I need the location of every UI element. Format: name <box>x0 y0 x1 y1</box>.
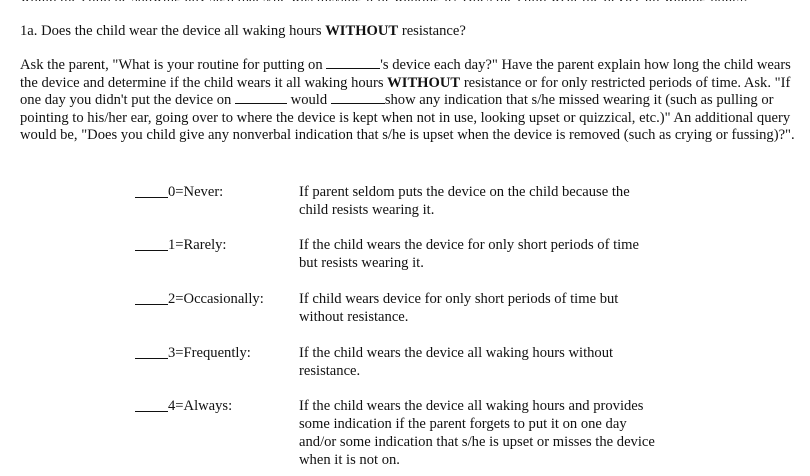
cut-off-previous-line <box>20 0 790 1</box>
rating-blank[interactable] <box>135 249 168 251</box>
instructions-paragraph <box>20 57 800 145</box>
question-text: Does the child wear the device all waking hours <box>41 23 322 39</box>
child-name-blank-3 <box>331 102 385 104</box>
option-label: 2=Occasionally: <box>168 291 264 307</box>
option-description: If the child wears the device all waking hours without resistance. <box>299 345 614 379</box>
question-number: 1a. <box>20 23 38 39</box>
option-label: 1=Rarely: <box>168 237 227 253</box>
child-name-blank <box>326 67 380 69</box>
question-heading <box>20 22 466 40</box>
option-label: 0=Never: <box>168 184 224 200</box>
option-label: 4=Always: <box>168 398 233 414</box>
instructions-part-5: show any indication that s/he missed wearing it (such as pulling or pointing to his/her ear, going over to where the device is kept when not in use, looking upset or quizzical, etc.)" An additional query would be, "Does you child give any nonverbal indication that s/he is upset when the device is removed (such as crying or fussing)?". <box>20 92 795 144</box>
instructions-part-3: resistance or for only restricted periods of time. Ask. "If one day you didn't put the device on <box>20 74 791 109</box>
question-text-end: resistance? <box>401 23 466 39</box>
option-description: If the child wears the device for only short periods of time but resists wearing it. <box>299 237 640 271</box>
question-emphasis: WITHOUT <box>325 23 399 39</box>
rating-blank[interactable] <box>135 303 168 305</box>
instructions-part-2: 's device each day?" Have the parent explain how long the child wears the device and determine if the child wears it all waking hours <box>20 57 791 91</box>
option-label: 3=Frequently: <box>168 345 251 361</box>
instructions-part-4: would <box>290 92 328 109</box>
rating-blank[interactable] <box>135 357 168 359</box>
rating-blank[interactable] <box>135 410 168 412</box>
option-description: If parent seldom puts the device on the child because the child resists wearing it. <box>299 184 630 218</box>
option-description: If the child wears the device all waking hours and provides some indication if the parent forgets to put it on one day and/or some indication that s/he is upset or misses the device when it is not on. <box>299 398 655 468</box>
rating-blank[interactable] <box>135 196 168 198</box>
child-name-blank-2 <box>235 102 287 104</box>
instructions-part-1: Ask the parent, "What is your routine for putting on <box>20 57 323 73</box>
instructions-emphasis: WITHOUT <box>387 74 461 91</box>
option-description: If child wears device for only short periods of time but without resistance. <box>299 291 619 325</box>
